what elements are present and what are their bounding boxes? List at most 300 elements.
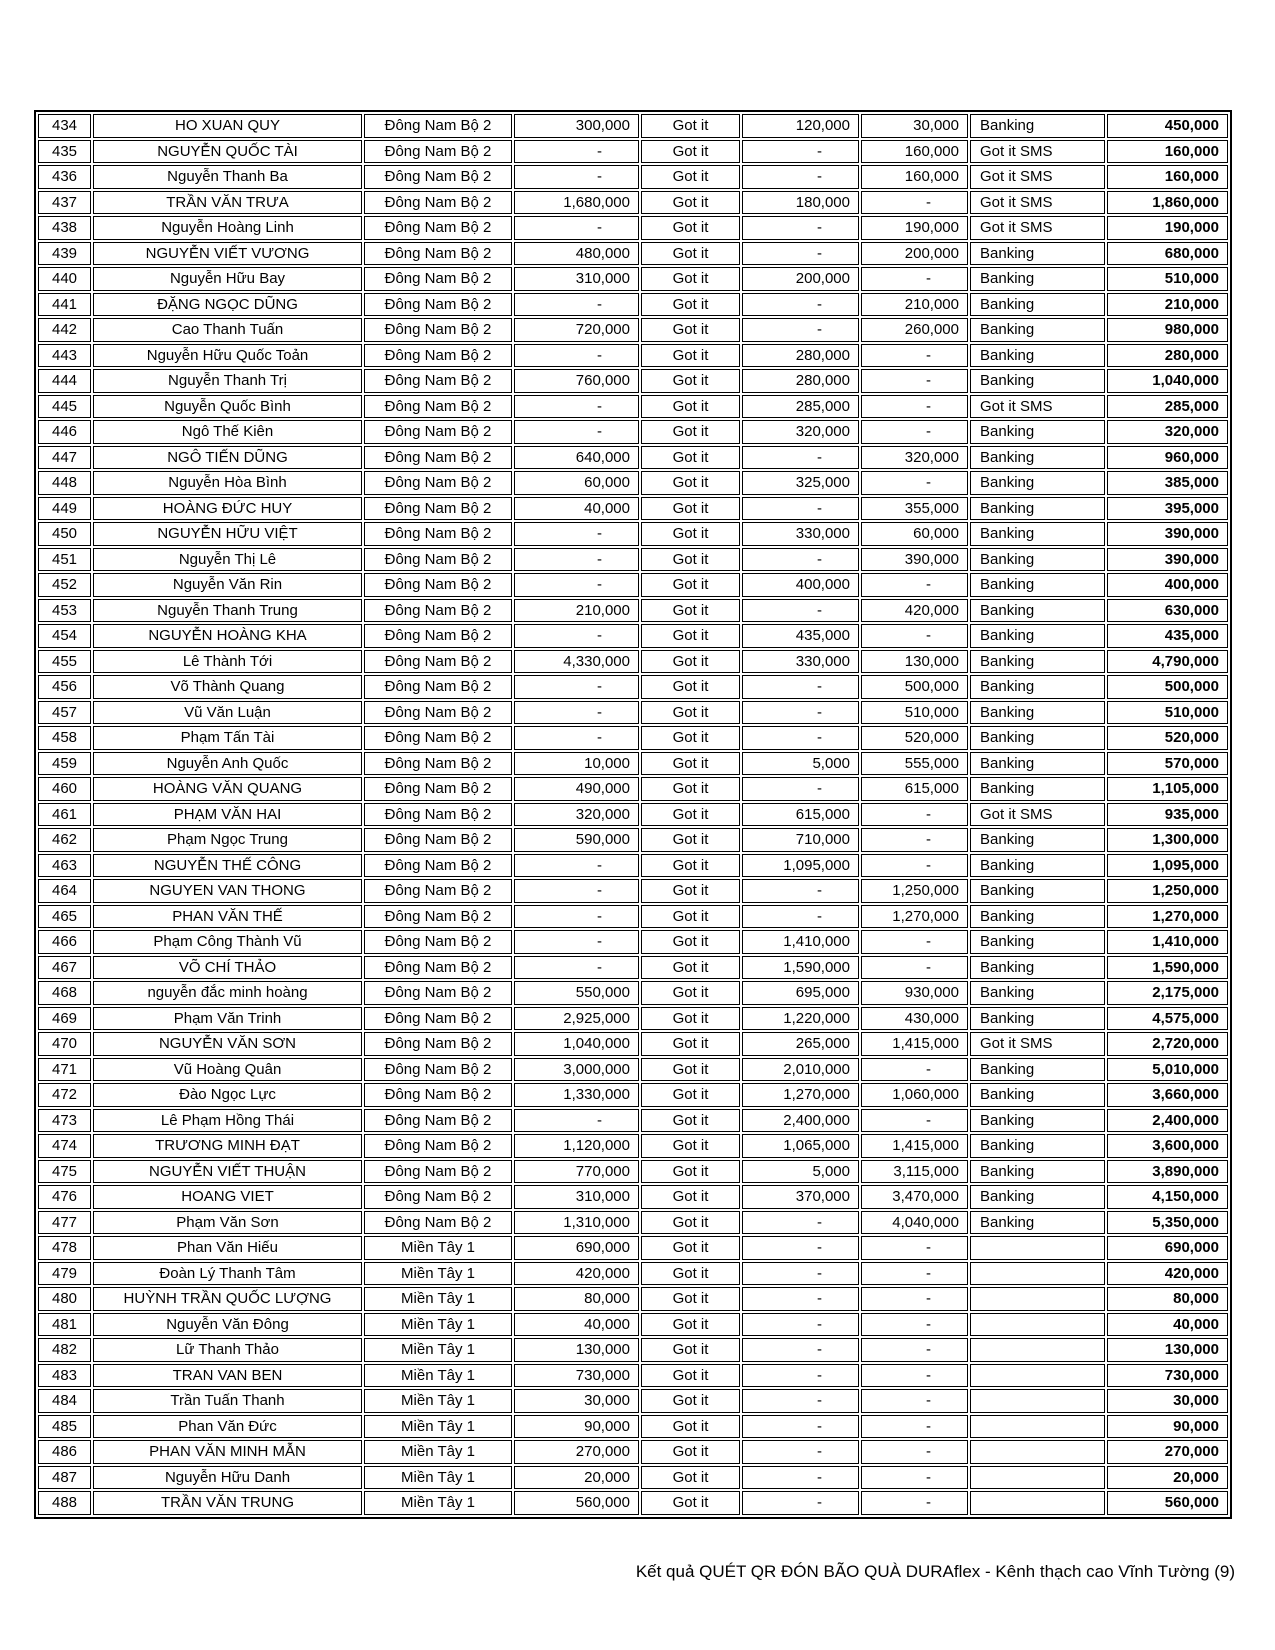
cell-region: Đông Nam Bộ 2 [364, 497, 512, 521]
cell-row-number: 479 [38, 1262, 91, 1286]
table-row [38, 318, 1228, 342]
cell-region: Đông Nam Bộ 2 [364, 1185, 512, 1209]
cell-row-number: 487 [38, 1466, 91, 1490]
cell-amount-3: 510,000 [861, 701, 968, 725]
cell-pay-channel [970, 1389, 1105, 1413]
cell-amount-3: - [861, 624, 968, 648]
table-row [38, 1134, 1228, 1158]
table-row [38, 599, 1228, 623]
cell-got-it-status: Got it [641, 548, 740, 572]
cell-row-number: 470 [38, 1032, 91, 1056]
cell-pay-channel: Banking [970, 548, 1105, 572]
cell-amount-2: 325,000 [742, 471, 859, 495]
cell-amount-2: 1,270,000 [742, 1083, 859, 1107]
table-row [38, 624, 1228, 648]
table-row [38, 140, 1228, 164]
cell-got-it-status: Got it [641, 344, 740, 368]
cell-amount-1: - [514, 930, 639, 954]
cell-row-number: 438 [38, 216, 91, 240]
cell-pay-channel: Got it SMS [970, 191, 1105, 215]
table-row [38, 854, 1228, 878]
cell-row-number: 480 [38, 1287, 91, 1311]
table-row [38, 1491, 1228, 1515]
cell-pay-channel: Banking [970, 1007, 1105, 1031]
cell-region: Đông Nam Bộ 2 [364, 395, 512, 419]
cell-amount-1: 3,000,000 [514, 1058, 639, 1082]
cell-region: Đông Nam Bộ 2 [364, 1109, 512, 1133]
cell-got-it-status: Got it [641, 369, 740, 393]
cell-region: Miền Tây 1 [364, 1287, 512, 1311]
cell-total-amount: 3,600,000 [1107, 1134, 1228, 1158]
table-row [38, 344, 1228, 368]
cell-got-it-status: Got it [641, 701, 740, 725]
cell-amount-1: - [514, 879, 639, 903]
cell-pay-channel: Banking [970, 446, 1105, 470]
cell-pay-channel: Banking [970, 956, 1105, 980]
cell-amount-1: 40,000 [514, 497, 639, 521]
cell-member-name: TRAN VAN BEN [93, 1364, 362, 1388]
table-row [38, 803, 1228, 827]
cell-pay-channel: Banking [970, 1160, 1105, 1184]
cell-row-number: 460 [38, 777, 91, 801]
table-row [38, 1032, 1228, 1056]
cell-amount-3: 210,000 [861, 293, 968, 317]
cell-amount-3: 190,000 [861, 216, 968, 240]
cell-pay-channel: Got it SMS [970, 140, 1105, 164]
table-row [38, 650, 1228, 674]
cell-row-number: 451 [38, 548, 91, 572]
cell-amount-2: 5,000 [742, 752, 859, 776]
cell-region: Đông Nam Bộ 2 [364, 905, 512, 929]
cell-got-it-status: Got it [641, 140, 740, 164]
cell-member-name: Phạm Tấn Tài [93, 726, 362, 750]
table-row [38, 1007, 1228, 1031]
cell-pay-channel: Banking [970, 599, 1105, 623]
cell-amount-2: - [742, 318, 859, 342]
cell-member-name: VÕ CHÍ THẢO [93, 956, 362, 980]
cell-total-amount: 3,890,000 [1107, 1160, 1228, 1184]
cell-row-number: 467 [38, 956, 91, 980]
cell-total-amount: 20,000 [1107, 1466, 1228, 1490]
table-row [38, 165, 1228, 189]
cell-member-name: HUỲNH TRẦN QUỐC LƯỢNG [93, 1287, 362, 1311]
cell-pay-channel: Banking [970, 1185, 1105, 1209]
cell-region: Đông Nam Bộ 2 [364, 1032, 512, 1056]
cell-got-it-status: Got it [641, 471, 740, 495]
table-row [38, 1160, 1228, 1184]
cell-member-name: Nguyễn Văn Đông [93, 1313, 362, 1337]
cell-row-number: 462 [38, 828, 91, 852]
cell-row-number: 443 [38, 344, 91, 368]
cell-got-it-status: Got it [641, 1058, 740, 1082]
cell-amount-3: - [861, 1389, 968, 1413]
cell-amount-3: - [861, 1440, 968, 1464]
table-row [38, 701, 1228, 725]
cell-region: Đông Nam Bộ 2 [364, 803, 512, 827]
cell-pay-channel: Banking [970, 1083, 1105, 1107]
cell-region: Đông Nam Bộ 2 [364, 777, 512, 801]
cell-member-name: Ngô Thế Kiên [93, 420, 362, 444]
cell-total-amount: 1,860,000 [1107, 191, 1228, 215]
cell-region: Miền Tây 1 [364, 1313, 512, 1337]
cell-amount-1: - [514, 522, 639, 546]
cell-region: Đông Nam Bộ 2 [364, 701, 512, 725]
cell-member-name: Cao Thanh Tuấn [93, 318, 362, 342]
cell-amount-2: - [742, 1415, 859, 1439]
cell-amount-1: - [514, 395, 639, 419]
cell-got-it-status: Got it [641, 216, 740, 240]
cell-region: Đông Nam Bộ 2 [364, 675, 512, 699]
cell-amount-3: - [861, 395, 968, 419]
cell-region: Đông Nam Bộ 2 [364, 522, 512, 546]
cell-row-number: 481 [38, 1313, 91, 1337]
cell-amount-2: 180,000 [742, 191, 859, 215]
cell-row-number: 454 [38, 624, 91, 648]
cell-amount-2: - [742, 675, 859, 699]
cell-pay-channel: Banking [970, 930, 1105, 954]
cell-amount-2: 280,000 [742, 344, 859, 368]
cell-amount-3: - [861, 344, 968, 368]
cell-amount-1: - [514, 701, 639, 725]
cell-region: Đông Nam Bộ 2 [364, 420, 512, 444]
cell-member-name: HO XUAN QUY [93, 114, 362, 138]
cell-amount-3: - [861, 1058, 968, 1082]
table-row [38, 1440, 1228, 1464]
cell-member-name: Vũ Hoàng Quân [93, 1058, 362, 1082]
cell-region: Miền Tây 1 [364, 1466, 512, 1490]
cell-total-amount: 1,095,000 [1107, 854, 1228, 878]
cell-row-number: 455 [38, 650, 91, 674]
cell-member-name: NGUYỄN VĂN SƠN [93, 1032, 362, 1056]
cell-amount-2: 1,590,000 [742, 956, 859, 980]
cell-pay-channel: Banking [970, 675, 1105, 699]
table-row [38, 828, 1228, 852]
cell-amount-1: - [514, 293, 639, 317]
cell-total-amount: 5,350,000 [1107, 1211, 1228, 1235]
cell-member-name: NGUYỄN HỮU VIỆT [93, 522, 362, 546]
cell-amount-3: - [861, 191, 968, 215]
cell-total-amount: 90,000 [1107, 1415, 1228, 1439]
cell-region: Đông Nam Bộ 2 [364, 114, 512, 138]
cell-total-amount: 160,000 [1107, 140, 1228, 164]
cell-region: Đông Nam Bộ 2 [364, 624, 512, 648]
cell-amount-2: - [742, 905, 859, 929]
table-row [38, 293, 1228, 317]
cell-amount-3: 260,000 [861, 318, 968, 342]
cell-member-name: Nguyễn Hữu Bay [93, 267, 362, 291]
cell-amount-3: 390,000 [861, 548, 968, 572]
cell-member-name: NGUYỄN VIẾT THUẬN [93, 1160, 362, 1184]
cell-pay-channel: Banking [970, 344, 1105, 368]
cell-total-amount: 4,150,000 [1107, 1185, 1228, 1209]
cell-total-amount: 1,590,000 [1107, 956, 1228, 980]
cell-row-number: 442 [38, 318, 91, 342]
cell-amount-1: 720,000 [514, 318, 639, 342]
cell-row-number: 450 [38, 522, 91, 546]
table-row [38, 1262, 1228, 1286]
cell-row-number: 463 [38, 854, 91, 878]
cell-amount-1: 1,680,000 [514, 191, 639, 215]
cell-got-it-status: Got it [641, 1466, 740, 1490]
cell-amount-1: - [514, 165, 639, 189]
cell-member-name: Nguyễn Hữu Quốc Toản [93, 344, 362, 368]
cell-pay-channel: Banking [970, 726, 1105, 750]
cell-amount-2: 710,000 [742, 828, 859, 852]
cell-pay-channel: Banking [970, 854, 1105, 878]
qr-results-table [34, 110, 1232, 1519]
cell-region: Đông Nam Bộ 2 [364, 471, 512, 495]
table-row [38, 497, 1228, 521]
cell-pay-channel [970, 1364, 1105, 1388]
cell-amount-3: 3,470,000 [861, 1185, 968, 1209]
cell-amount-1: - [514, 420, 639, 444]
cell-region: Đông Nam Bộ 2 [364, 1160, 512, 1184]
cell-total-amount: 270,000 [1107, 1440, 1228, 1464]
cell-amount-1: 20,000 [514, 1466, 639, 1490]
cell-region: Đông Nam Bộ 2 [364, 1083, 512, 1107]
cell-got-it-status: Got it [641, 395, 740, 419]
cell-total-amount: 80,000 [1107, 1287, 1228, 1311]
cell-member-name: Nguyễn Hữu Danh [93, 1466, 362, 1490]
cell-total-amount: 395,000 [1107, 497, 1228, 521]
cell-row-number: 459 [38, 752, 91, 776]
cell-amount-1: 270,000 [514, 1440, 639, 1464]
cell-member-name: NGÔ TIẾN DŨNG [93, 446, 362, 470]
cell-amount-1: 1,330,000 [514, 1083, 639, 1107]
cell-amount-1: 690,000 [514, 1236, 639, 1260]
cell-total-amount: 2,175,000 [1107, 981, 1228, 1005]
cell-amount-3: - [861, 369, 968, 393]
page-footer-caption: Kết quả QUÉT QR ĐÓN BÃO QUÀ DURAflex - Kênh thạch cao Vĩnh Tường (9) [635, 1562, 1235, 1581]
cell-amount-3: 615,000 [861, 777, 968, 801]
cell-amount-1: 640,000 [514, 446, 639, 470]
cell-amount-3: - [861, 854, 968, 878]
cell-amount-2: - [742, 548, 859, 572]
cell-region: Đông Nam Bộ 2 [364, 981, 512, 1005]
cell-amount-3: - [861, 1313, 968, 1337]
cell-region: Đông Nam Bộ 2 [364, 191, 512, 215]
cell-region: Đông Nam Bộ 2 [364, 216, 512, 240]
cell-amount-2: 330,000 [742, 650, 859, 674]
cell-amount-1: 4,330,000 [514, 650, 639, 674]
cell-amount-1: 1,040,000 [514, 1032, 639, 1056]
cell-total-amount: 435,000 [1107, 624, 1228, 648]
cell-amount-1: 60,000 [514, 471, 639, 495]
cell-pay-channel: Banking [970, 1211, 1105, 1235]
cell-amount-2: 1,220,000 [742, 1007, 859, 1031]
cell-member-name: Trần Tuấn Thanh [93, 1389, 362, 1413]
cell-amount-1: 10,000 [514, 752, 639, 776]
cell-amount-2: 435,000 [742, 624, 859, 648]
cell-member-name: PHẠM VĂN HAI [93, 803, 362, 827]
cell-member-name: Phạm Ngọc Trung [93, 828, 362, 852]
cell-pay-channel: Banking [970, 318, 1105, 342]
cell-row-number: 482 [38, 1338, 91, 1362]
cell-amount-3: 1,250,000 [861, 879, 968, 903]
cell-region: Đông Nam Bộ 2 [364, 165, 512, 189]
cell-total-amount: 1,040,000 [1107, 369, 1228, 393]
cell-got-it-status: Got it [641, 1236, 740, 1260]
cell-amount-2: - [742, 1287, 859, 1311]
cell-total-amount: 520,000 [1107, 726, 1228, 750]
cell-member-name: Đào Ngọc Lực [93, 1083, 362, 1107]
cell-amount-1: 320,000 [514, 803, 639, 827]
cell-amount-3: - [861, 1338, 968, 1362]
table-row [38, 114, 1228, 138]
cell-amount-3: - [861, 1491, 968, 1515]
cell-amount-1: 310,000 [514, 1185, 639, 1209]
cell-total-amount: 510,000 [1107, 267, 1228, 291]
cell-region: Miền Tây 1 [364, 1415, 512, 1439]
cell-amount-1: 310,000 [514, 267, 639, 291]
cell-total-amount: 500,000 [1107, 675, 1228, 699]
cell-pay-channel: Got it SMS [970, 216, 1105, 240]
cell-got-it-status: Got it [641, 1287, 740, 1311]
cell-total-amount: 560,000 [1107, 1491, 1228, 1515]
cell-total-amount: 285,000 [1107, 395, 1228, 419]
cell-member-name: nguyễn đắc minh hoàng [93, 981, 362, 1005]
cell-amount-2: 1,095,000 [742, 854, 859, 878]
cell-got-it-status: Got it [641, 522, 740, 546]
cell-amount-2: 265,000 [742, 1032, 859, 1056]
cell-amount-2: - [742, 1364, 859, 1388]
cell-got-it-status: Got it [641, 420, 740, 444]
cell-row-number: 469 [38, 1007, 91, 1031]
cell-row-number: 473 [38, 1109, 91, 1133]
cell-member-name: NGUYỄN HOÀNG KHA [93, 624, 362, 648]
table-row [38, 216, 1228, 240]
cell-total-amount: 320,000 [1107, 420, 1228, 444]
cell-total-amount: 960,000 [1107, 446, 1228, 470]
cell-region: Đông Nam Bộ 2 [364, 242, 512, 266]
table-row [38, 267, 1228, 291]
cell-amount-2: 2,400,000 [742, 1109, 859, 1133]
cell-total-amount: 680,000 [1107, 242, 1228, 266]
cell-pay-channel: Banking [970, 369, 1105, 393]
cell-member-name: HOÀNG ĐỨC HUY [93, 497, 362, 521]
cell-region: Miền Tây 1 [364, 1236, 512, 1260]
cell-total-amount: 1,105,000 [1107, 777, 1228, 801]
table-row [38, 420, 1228, 444]
cell-got-it-status: Got it [641, 1338, 740, 1362]
cell-row-number: 453 [38, 599, 91, 623]
cell-total-amount: 630,000 [1107, 599, 1228, 623]
cell-amount-1: - [514, 1109, 639, 1133]
cell-pay-channel: Banking [970, 981, 1105, 1005]
cell-pay-channel: Banking [970, 114, 1105, 138]
cell-got-it-status: Got it [641, 1160, 740, 1184]
cell-total-amount: 5,010,000 [1107, 1058, 1228, 1082]
table-row [38, 1466, 1228, 1490]
cell-amount-2: - [742, 1211, 859, 1235]
cell-row-number: 478 [38, 1236, 91, 1260]
cell-total-amount: 3,660,000 [1107, 1083, 1228, 1107]
cell-pay-channel: Banking [970, 777, 1105, 801]
cell-amount-2: 695,000 [742, 981, 859, 1005]
cell-amount-1: - [514, 854, 639, 878]
cell-total-amount: 280,000 [1107, 344, 1228, 368]
table-row [38, 369, 1228, 393]
cell-member-name: Nguyễn Thanh Trị [93, 369, 362, 393]
cell-amount-2: 370,000 [742, 1185, 859, 1209]
cell-row-number: 434 [38, 114, 91, 138]
cell-pay-channel [970, 1313, 1105, 1337]
cell-pay-channel: Banking [970, 293, 1105, 317]
cell-got-it-status: Got it [641, 803, 740, 827]
cell-amount-3: 3,115,000 [861, 1160, 968, 1184]
cell-row-number: 474 [38, 1134, 91, 1158]
cell-region: Miền Tây 1 [364, 1262, 512, 1286]
cell-member-name: Phan Văn Hiếu [93, 1236, 362, 1260]
cell-pay-channel: Banking [970, 752, 1105, 776]
cell-total-amount: 390,000 [1107, 522, 1228, 546]
cell-region: Đông Nam Bộ 2 [364, 879, 512, 903]
cell-pay-channel [970, 1262, 1105, 1286]
cell-pay-channel: Got it SMS [970, 803, 1105, 827]
table-row [38, 446, 1228, 470]
cell-total-amount: 570,000 [1107, 752, 1228, 776]
cell-row-number: 458 [38, 726, 91, 750]
cell-total-amount: 30,000 [1107, 1389, 1228, 1413]
cell-amount-1: - [514, 344, 639, 368]
cell-amount-3: - [861, 956, 968, 980]
cell-amount-3: - [861, 420, 968, 444]
cell-got-it-status: Got it [641, 752, 740, 776]
cell-amount-2: - [742, 1440, 859, 1464]
cell-amount-1: 130,000 [514, 1338, 639, 1362]
table-row [38, 1389, 1228, 1413]
cell-amount-3: - [861, 1415, 968, 1439]
cell-total-amount: 1,270,000 [1107, 905, 1228, 929]
cell-amount-3: - [861, 1466, 968, 1490]
cell-region: Đông Nam Bộ 2 [364, 293, 512, 317]
cell-pay-channel [970, 1415, 1105, 1439]
cell-amount-3: 4,040,000 [861, 1211, 968, 1235]
cell-member-name: Nguyễn Văn Rin [93, 573, 362, 597]
cell-got-it-status: Got it [641, 1491, 740, 1515]
cell-amount-2: - [742, 497, 859, 521]
cell-row-number: 471 [38, 1058, 91, 1082]
cell-got-it-status: Got it [641, 624, 740, 648]
cell-amount-3: 1,270,000 [861, 905, 968, 929]
cell-total-amount: 400,000 [1107, 573, 1228, 597]
cell-pay-channel [970, 1491, 1105, 1515]
cell-pay-channel: Banking [970, 267, 1105, 291]
cell-amount-3: 500,000 [861, 675, 968, 699]
cell-amount-3: - [861, 1287, 968, 1311]
cell-row-number: 439 [38, 242, 91, 266]
cell-amount-1: - [514, 726, 639, 750]
cell-amount-3: 30,000 [861, 114, 968, 138]
cell-total-amount: 2,400,000 [1107, 1109, 1228, 1133]
cell-region: Đông Nam Bộ 2 [364, 930, 512, 954]
cell-row-number: 449 [38, 497, 91, 521]
cell-amount-2: - [742, 1466, 859, 1490]
cell-amount-3: - [861, 1364, 968, 1388]
cell-region: Miền Tây 1 [364, 1338, 512, 1362]
cell-region: Đông Nam Bộ 2 [364, 956, 512, 980]
cell-amount-3: 930,000 [861, 981, 968, 1005]
cell-row-number: 461 [38, 803, 91, 827]
cell-amount-1: 420,000 [514, 1262, 639, 1286]
cell-member-name: Nguyễn Thanh Ba [93, 165, 362, 189]
cell-region: Đông Nam Bộ 2 [364, 548, 512, 572]
cell-pay-channel [970, 1236, 1105, 1260]
cell-amount-2: - [742, 165, 859, 189]
cell-region: Miền Tây 1 [364, 1491, 512, 1515]
cell-got-it-status: Got it [641, 1109, 740, 1133]
cell-amount-2: - [742, 726, 859, 750]
